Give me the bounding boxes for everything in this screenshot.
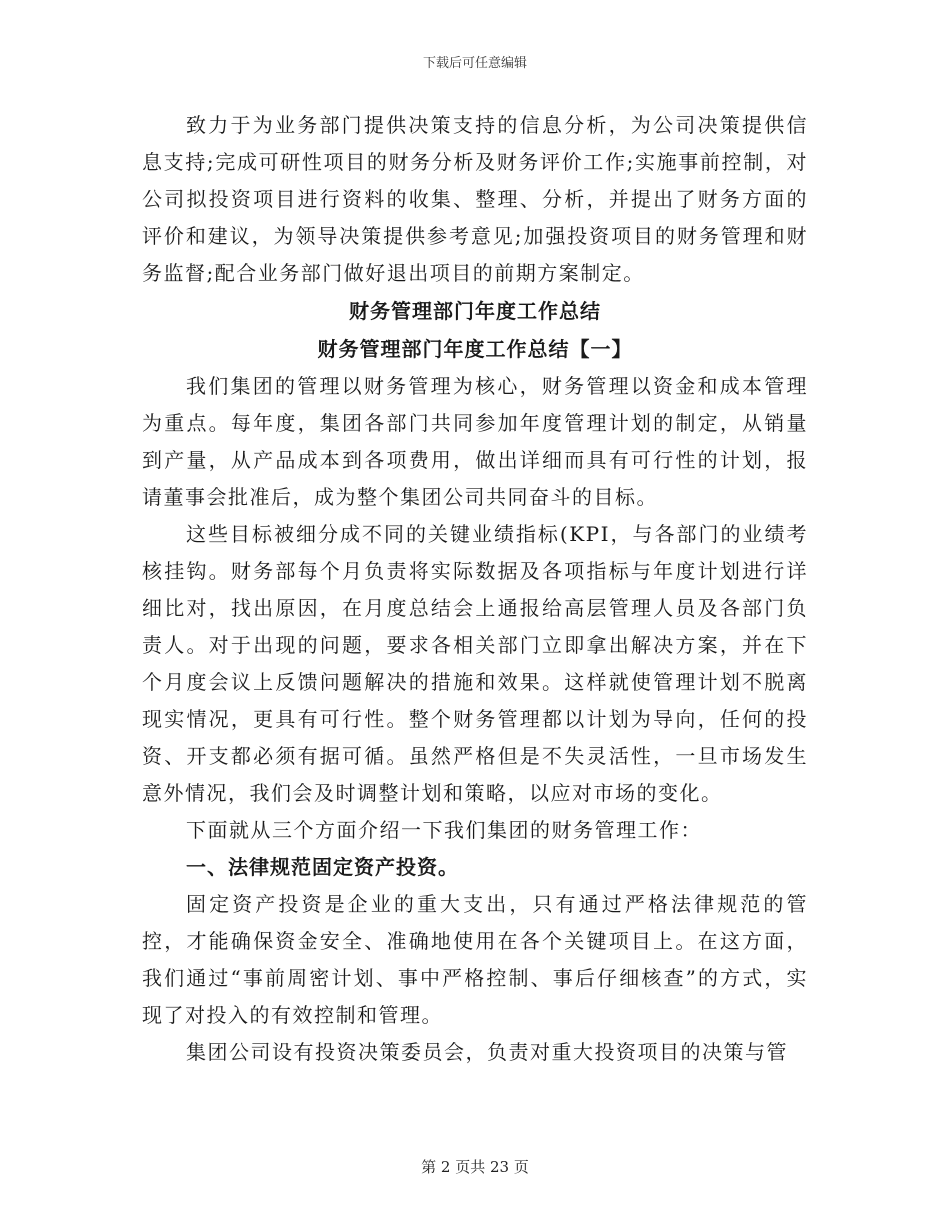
- section-paragraph: 固定资产投资是企业的重大支出，只有通过严格法律规范的管控，才能确保资金安全、准确地使用在各个关键项目上。在这方面，我们通过“事前周密计划、事中严格控制、事后仔细核查”的方式，实现了对投入的有效控制和管理。: [142, 892, 808, 1027]
- section-paragraph: 集团公司设有投资决策委员会，负责对重大投资项目的决策与管: [186, 1040, 788, 1064]
- body-paragraph: 这些目标被细分成不同的关键业绩指标(KPI，与各部门的业绩考核挂钩。财务部每个月负责将实际数据及各项指标与年度计划进行详细比对，找出原因，在月度总结会上通报给高层管理人员及各部门负责人。对于出现的问题，要求各相关部门立即拿出解决方案，并在下个月度会议上反馈问题解决的措施和效果。这样就使管理计划不脱离现实情况，更具有可行性。整个财务管理都以计划为导向，任何的投资、开支都必须有据可循。虽然严格但是不失灵活性，一旦市场发生意外情况，我们会及时调整计划和策略，以应对市场的变化。: [142, 522, 808, 805]
- document-subtitle: 财务管理部门年度工作总结【一】: [317, 337, 633, 361]
- intro-paragraph: 致力于为业务部门提供决策支持的信息分析，为公司决策提供信息支持;完成可研性项目的财务分析及财务评价工作;实施事前控制，对公司拟投资项目进行资料的收集、整理、分析，并提出了财务方面的评价和建议，为领导决策提供参考意见;加强投资项目的财务管理和财务监督;配合业务部门做好退出项目的前期方案制定。: [142, 113, 808, 285]
- page-number: 第 2 页共 23 页: [421, 1158, 529, 1176]
- document-body: [142, 107, 808, 1071]
- body-paragraph: 我们集团的管理以财务管理为核心，财务管理以资金和成本管理为重点。每年度，集团各部门共同参加年度管理计划的制定，从销量到产量，从产品成本到各项费用，做出详细而具有可行性的计划，报请董事会批准后，成为整个集团公司共同奋斗的目标。: [142, 374, 808, 509]
- document-title: 财务管理部门年度工作总结: [349, 299, 601, 323]
- page-header: 下载后可任意编辑: [422, 56, 527, 71]
- section-heading: 一、法律规范固定资产投资。: [186, 855, 459, 879]
- body-paragraph: 下面就从三个方面介绍一下我们集团的财务管理工作：: [186, 818, 702, 842]
